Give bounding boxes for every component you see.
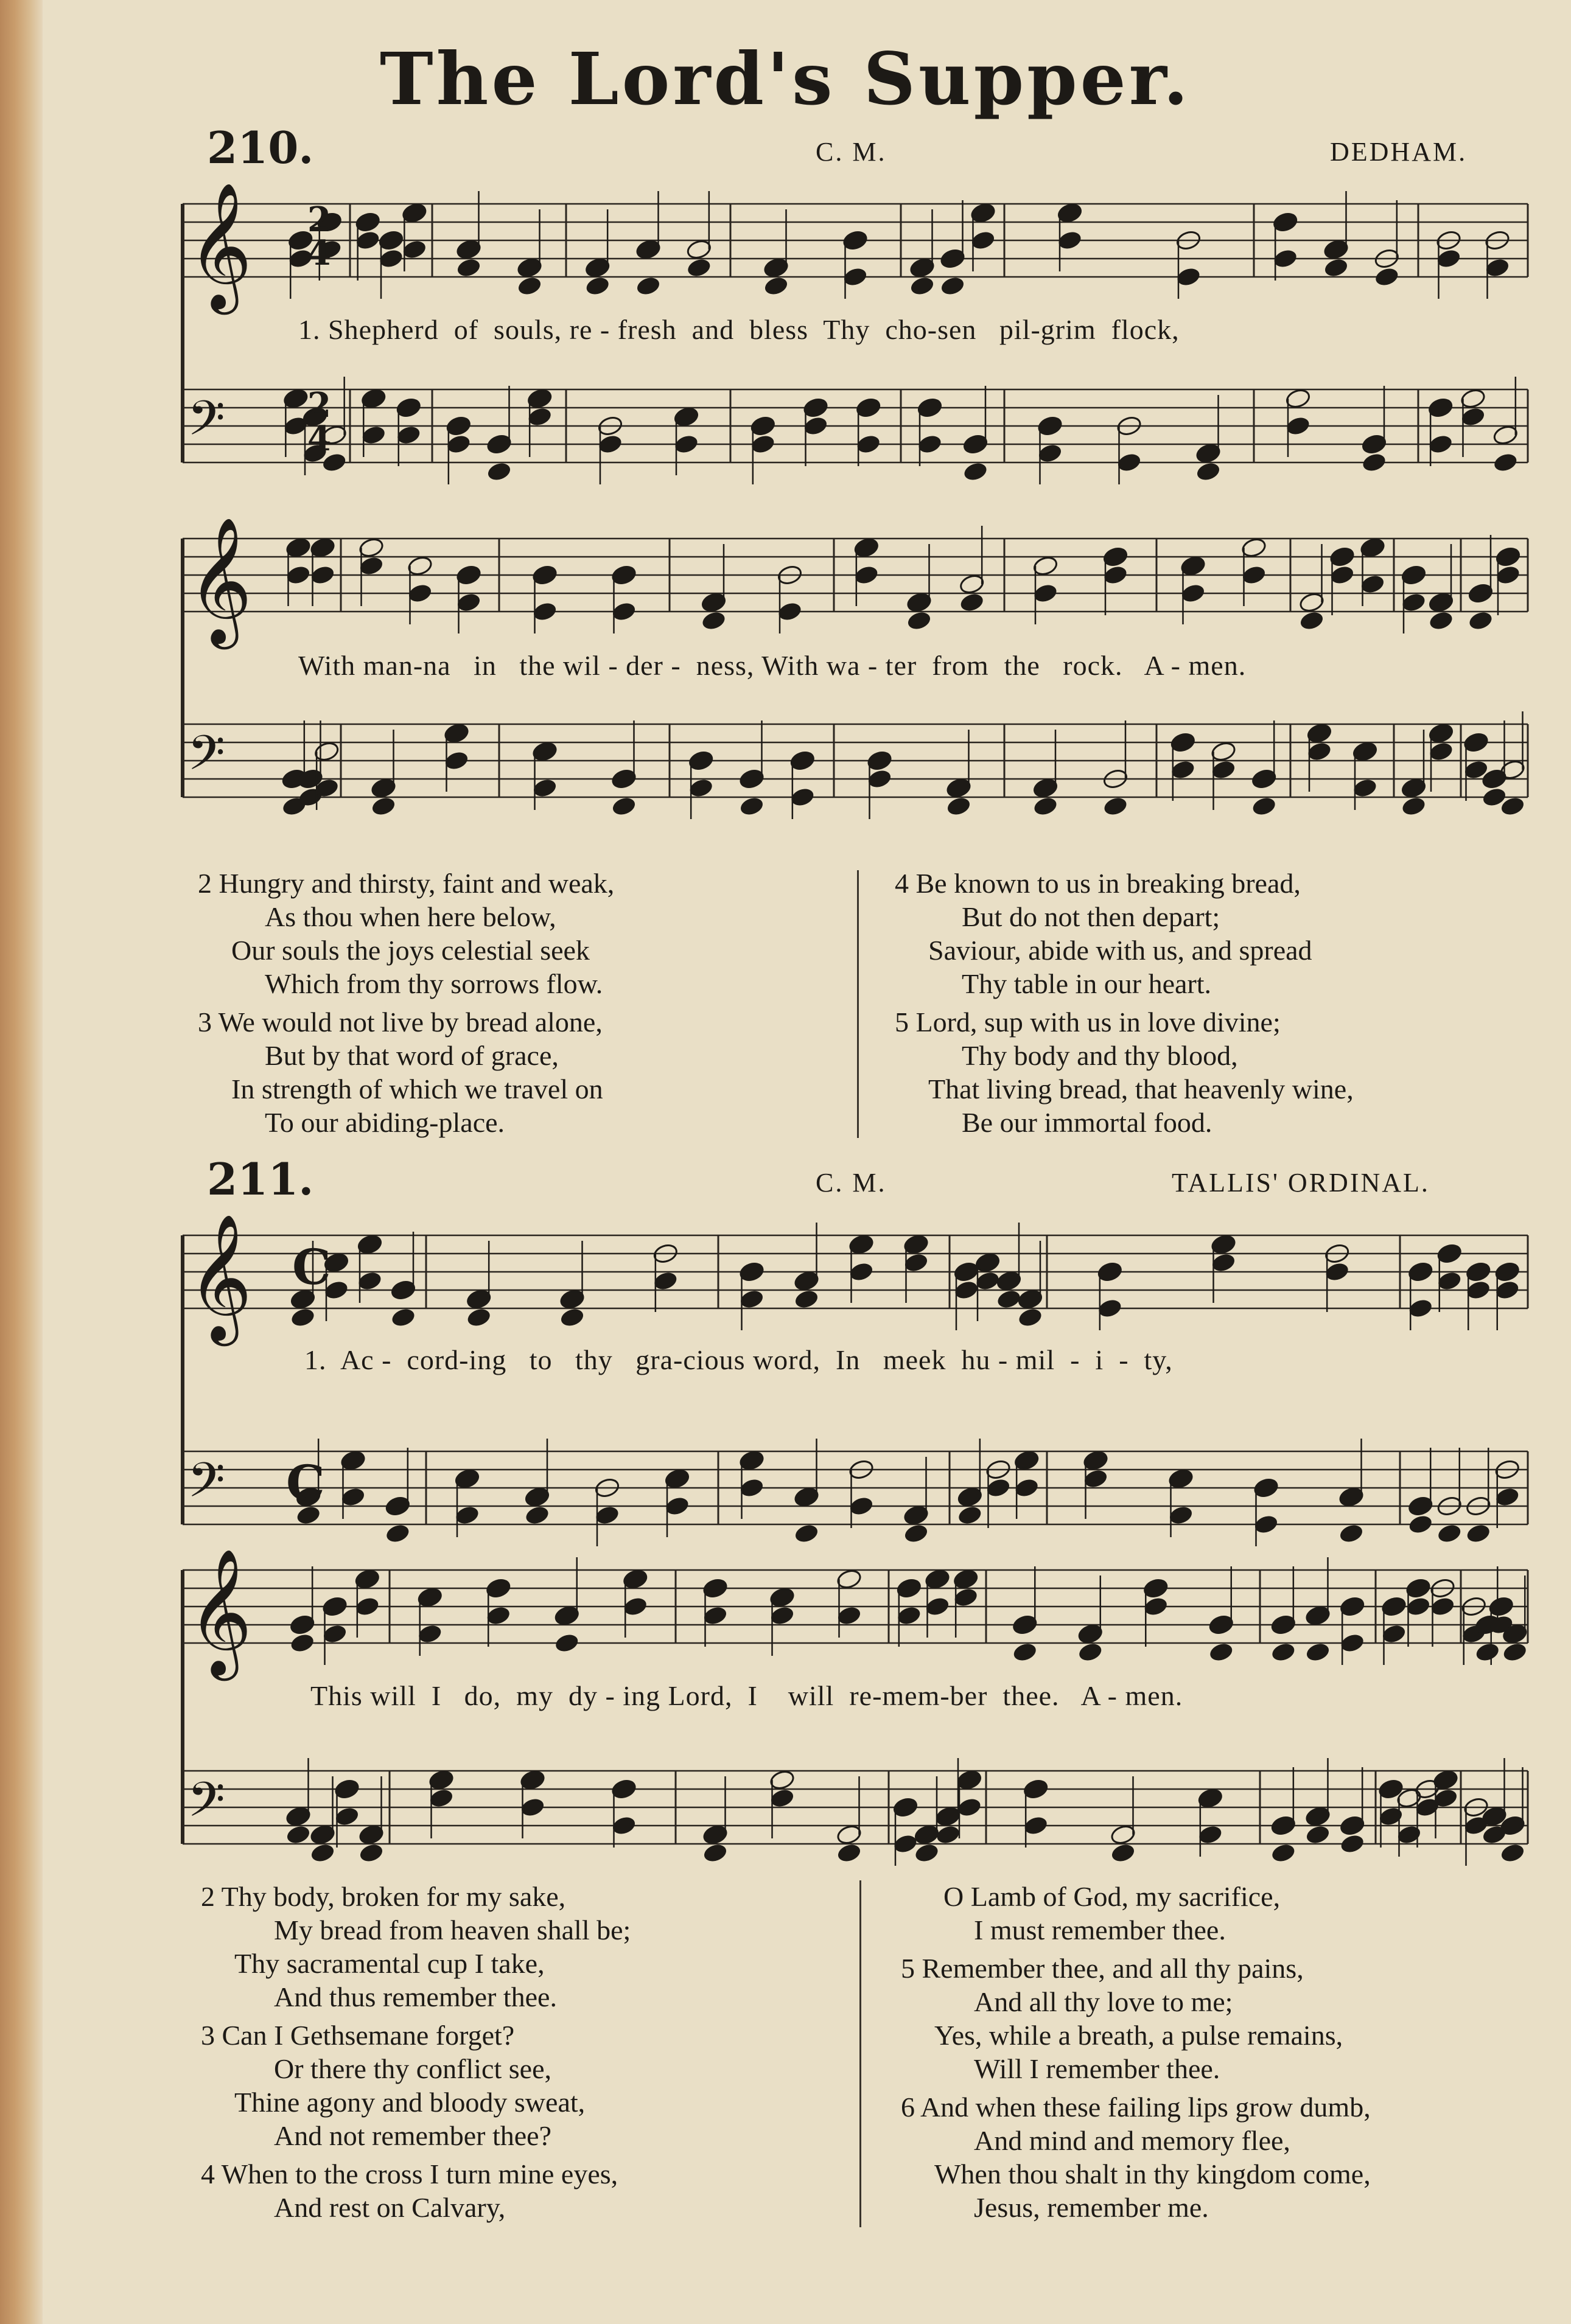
hymn-211-system-2-treble-note (1012, 1641, 1038, 1663)
hymn-210-system-1-treble-note (1374, 266, 1401, 288)
hymn-211-system-1-treble-note (996, 1288, 1023, 1310)
hymn-210-tune: DEDHAM. (1330, 137, 1468, 167)
common-time-icon: C (286, 1454, 325, 1512)
treble-clef-icon: 𝄞 (187, 1548, 253, 1675)
hymn-211-system-1-bass-note (903, 1523, 929, 1544)
hymn-210-system-2-bass-note (1251, 795, 1278, 817)
hymn-210-system-2-bass-note (738, 795, 765, 817)
hymn-211-system-2-bass-note (358, 1842, 385, 1864)
hymn-210-system-1-bass-note (962, 461, 989, 483)
hymn-211-verse-line: 5 Remember thee, and all thy pains, (901, 1953, 1304, 1984)
hymn-210-verse-line: Be our immortal food. (962, 1107, 1212, 1138)
time-signature-icon: 4 (307, 233, 331, 273)
hymn-211-verse-line: And mind and memory flee, (974, 2125, 1290, 2156)
hymn-211-system-2-bass-note (1499, 1842, 1526, 1864)
hymn-210-system-2-bass-note (1032, 795, 1059, 817)
hymn-211-system-1-treble-note (793, 1288, 820, 1310)
hymn-210-verse-line: That living bread, that heavenly wine, (928, 1073, 1354, 1104)
bass-clef-icon: 𝄢 (187, 1771, 225, 1840)
time-signature-icon: 2 (307, 200, 331, 240)
hymn-210-verse-line: Which from thy sorrows flow. (265, 968, 603, 999)
hymn-211-system-2-bass-note (702, 1842, 729, 1864)
hymn-210-system-2-treble-note (701, 610, 727, 632)
page-title: The Lord's Supper. (379, 37, 1192, 121)
hymn-210-system-2-bass-note (1401, 795, 1427, 817)
hymn-210-verse-line: As thou when here below, (265, 901, 556, 932)
hymn-210-system-1-treble-note (939, 275, 966, 297)
common-time-icon: C (292, 1238, 331, 1296)
hymn-211-lyric-line-1: 1. Ac - cord-ing to thy gra-cious word, In meek hu - mil - i - ty, (304, 1344, 1173, 1375)
hymn-211-verse-line: Yes, while a breath, a pulse remains, (934, 2020, 1343, 2051)
hymn-211-system-1-bass-note (1436, 1523, 1463, 1544)
hymn-210-system-1-treble-note (584, 275, 611, 297)
hymn-211-system-2-bass-note (309, 1842, 336, 1864)
hymn-210-system-1-treble-note (686, 257, 713, 279)
hymn-210-system-1-treble-note (763, 275, 789, 297)
hymn-210-verse-line: To our abiding-place. (265, 1107, 505, 1138)
hymn-210-system-1-treble-note (909, 275, 936, 297)
hymn-210-system-2-bass-note (1102, 795, 1129, 817)
hymn-210-verse-line: 2 Hungry and thirsty, faint and weak, (198, 868, 615, 899)
hymn-210-system-1-bass-note (486, 461, 513, 483)
hymn-211-system-1-bass-note (1338, 1523, 1365, 1544)
hymn-211-verse-line: And not remember thee? (274, 2120, 551, 2151)
hymn-211-system-2-bass-note (1110, 1842, 1136, 1864)
hymn-211-system-1-treble-note (559, 1307, 586, 1328)
hymn-210-verse-line: Our souls the joys celestial seek (231, 935, 590, 966)
hymn-211-verse-line: Jesus, remember me. (974, 2192, 1209, 2223)
hymn-211-verse-line: Will I remember thee. (974, 2053, 1220, 2084)
hymn-211-verse-line: And rest on Calvary, (274, 2192, 506, 2223)
bass-clef-icon: 𝄢 (187, 1452, 225, 1520)
hymn-210-number: 210. (207, 122, 314, 173)
hymn-210-verse-line: But do not then depart; (962, 901, 1220, 932)
hymn-210-system-1-bass-note (1195, 461, 1222, 483)
treble-clef-icon: 𝄞 (187, 182, 253, 309)
hymn-211-verse-line: 4 When to the cross I turn mine eyes, (201, 2158, 618, 2190)
hymn-210-meter: C. M. (816, 137, 887, 167)
hymn-211-system-2-bass-note (935, 1824, 962, 1846)
hymn-211-system-2-treble-note (1304, 1641, 1331, 1663)
hymn-211-system-1-bass-note (385, 1523, 411, 1544)
hymn-210-system-2-treble-note (959, 591, 985, 613)
bass-clef-icon: 𝄢 (187, 390, 225, 458)
hymn-211-verse-line: And all thy love to me; (974, 1986, 1233, 2017)
hymn-211-verse-line: 6 And when these failing lips grow dumb, (901, 2092, 1371, 2123)
hymn-211-system-1-bass-note (793, 1523, 820, 1544)
hymn-210-verse-line: 3 We would not live by bread alone, (198, 1007, 603, 1038)
hymn-211-verse-line: When thou shalt in thy kingdom come, (934, 2158, 1371, 2190)
hymn-211-system-2-bass-note (836, 1842, 862, 1864)
hymn-211-system-1-bass-note (1407, 1513, 1434, 1535)
hymn-210-system-1-treble-note (635, 275, 662, 297)
hymn-210-verse-line: Thy body and thy blood, (962, 1040, 1238, 1071)
hymn-211-system-2-treble-note (1270, 1641, 1297, 1663)
hymn-210-verse-line: Thy table in our heart. (962, 968, 1212, 999)
hymn-211-system-1-bass-note (957, 1504, 984, 1526)
hymn-211-number: 211. (207, 1153, 314, 1205)
hymn-210-lyric-line-1: 1. Shepherd of souls, re - fresh and bless Thy cho-sen pil-grim flock, (298, 314, 1180, 345)
hymn-210-lyric-line-2: With man-na in the wil - der - ness, With wa - ter from the rock. A - men. (298, 650, 1247, 681)
hymn-211-system-2-treble-note (289, 1632, 316, 1654)
hymn-210-system-1-treble-note (516, 275, 543, 297)
hymn-210-system-1-bass-note (1361, 452, 1388, 473)
hymn-210-verse-line: Saviour, abide with us, and spread (928, 935, 1312, 966)
hymn-211-system-2-treble-note (553, 1632, 580, 1654)
hymn-210-system-1-treble-note (455, 257, 482, 279)
hymn-210-system-2-treble-note (1298, 610, 1325, 632)
hymn-210-system-2-bass-note (945, 795, 972, 817)
hymn-210-system-2-bass-note (370, 795, 397, 817)
treble-clef-icon: 𝄞 (187, 1213, 253, 1341)
hymn-211-system-2-treble-note (1474, 1641, 1501, 1663)
hymn-211-system-2-bass-note (1339, 1833, 1366, 1855)
hymn-211-verse-line: Thine agony and bloody sweat, (234, 2087, 586, 2118)
hymn-211-system-2-treble-note (1208, 1641, 1234, 1663)
treble-clef-icon: 𝄞 (187, 517, 253, 644)
hymn-211-verse-line: Or there thy conflict see, (274, 2053, 551, 2084)
hymn-211-system-1-bass-note (1465, 1523, 1492, 1544)
hymn-210-system-2-treble-note (906, 610, 932, 632)
hymn-211-verse-line: 2 Thy body, broken for my sake, (201, 1881, 566, 1912)
hymn-210-verse-line: But by that word of grace, (265, 1040, 559, 1071)
hymn-211-system-1-bass-note (524, 1504, 551, 1526)
hymn-211-verse-line: O Lamb of God, my sacrifice, (943, 1881, 1281, 1912)
hymn-210-system-2-bass-note (611, 795, 637, 817)
hymn-211-system-1-treble-note (1017, 1307, 1044, 1328)
hymn-210-verse-divider (857, 870, 859, 1138)
hymn-211-system-2-bass-note (285, 1824, 312, 1846)
hymn-211-lyric-line-2: This will I do, my dy - ing Lord, I will re-mem-ber thee. A - men. (310, 1680, 1183, 1711)
bass-clef-icon: 𝄢 (187, 725, 225, 793)
hymn-211-system-2-bass-note (1270, 1842, 1297, 1864)
hymn-211-verse-line: My bread from heaven shall be; (274, 1914, 631, 1945)
hymn-210-system-2-treble-note (1468, 610, 1494, 632)
hymn-211-system-1-treble-note (390, 1307, 417, 1328)
hymn-211-verse-line: Thy sacramental cup I take, (234, 1948, 545, 1979)
hymn-211-system-2-bass-note (1304, 1824, 1331, 1846)
time-signature-icon: 2 (307, 385, 331, 425)
time-signature-icon: 4 (307, 419, 331, 459)
hymn-211-meter: C. M. (816, 1168, 887, 1198)
hymn-211-system-1-treble-note (290, 1307, 317, 1328)
hymn-211-verse-divider (859, 1880, 861, 2227)
hymn-211-verse-line: I must remember thee. (974, 1914, 1226, 1945)
hymn-211-verse-line: And thus remember thee. (274, 1981, 557, 2012)
hymn-210-verse-line: 4 Be known to us in breaking bread, (895, 868, 1301, 899)
hymn-211-system-2-bass-note (914, 1842, 940, 1864)
hymn-211-system-2-treble-note (1077, 1641, 1104, 1663)
hymn-210-system-1-bass-note (1492, 452, 1519, 473)
hymn-211-tune: TALLIS' ORDINAL. (1172, 1168, 1430, 1198)
hymn-211-system-1-treble-note (466, 1307, 492, 1328)
hymn-211-verse-line: 3 Can I Gethsemane forget? (201, 2020, 515, 2051)
hymn-211-system-2-treble-note (1502, 1641, 1528, 1663)
hymn-210-system-2-treble-note (1428, 610, 1455, 632)
hymn-210-verse-line: 5 Lord, sup with us in love divine; (895, 1007, 1281, 1038)
hymn-210-verse-line: In strength of which we travel on (231, 1073, 603, 1104)
hymn-210-system-1-treble-note (1323, 257, 1349, 279)
